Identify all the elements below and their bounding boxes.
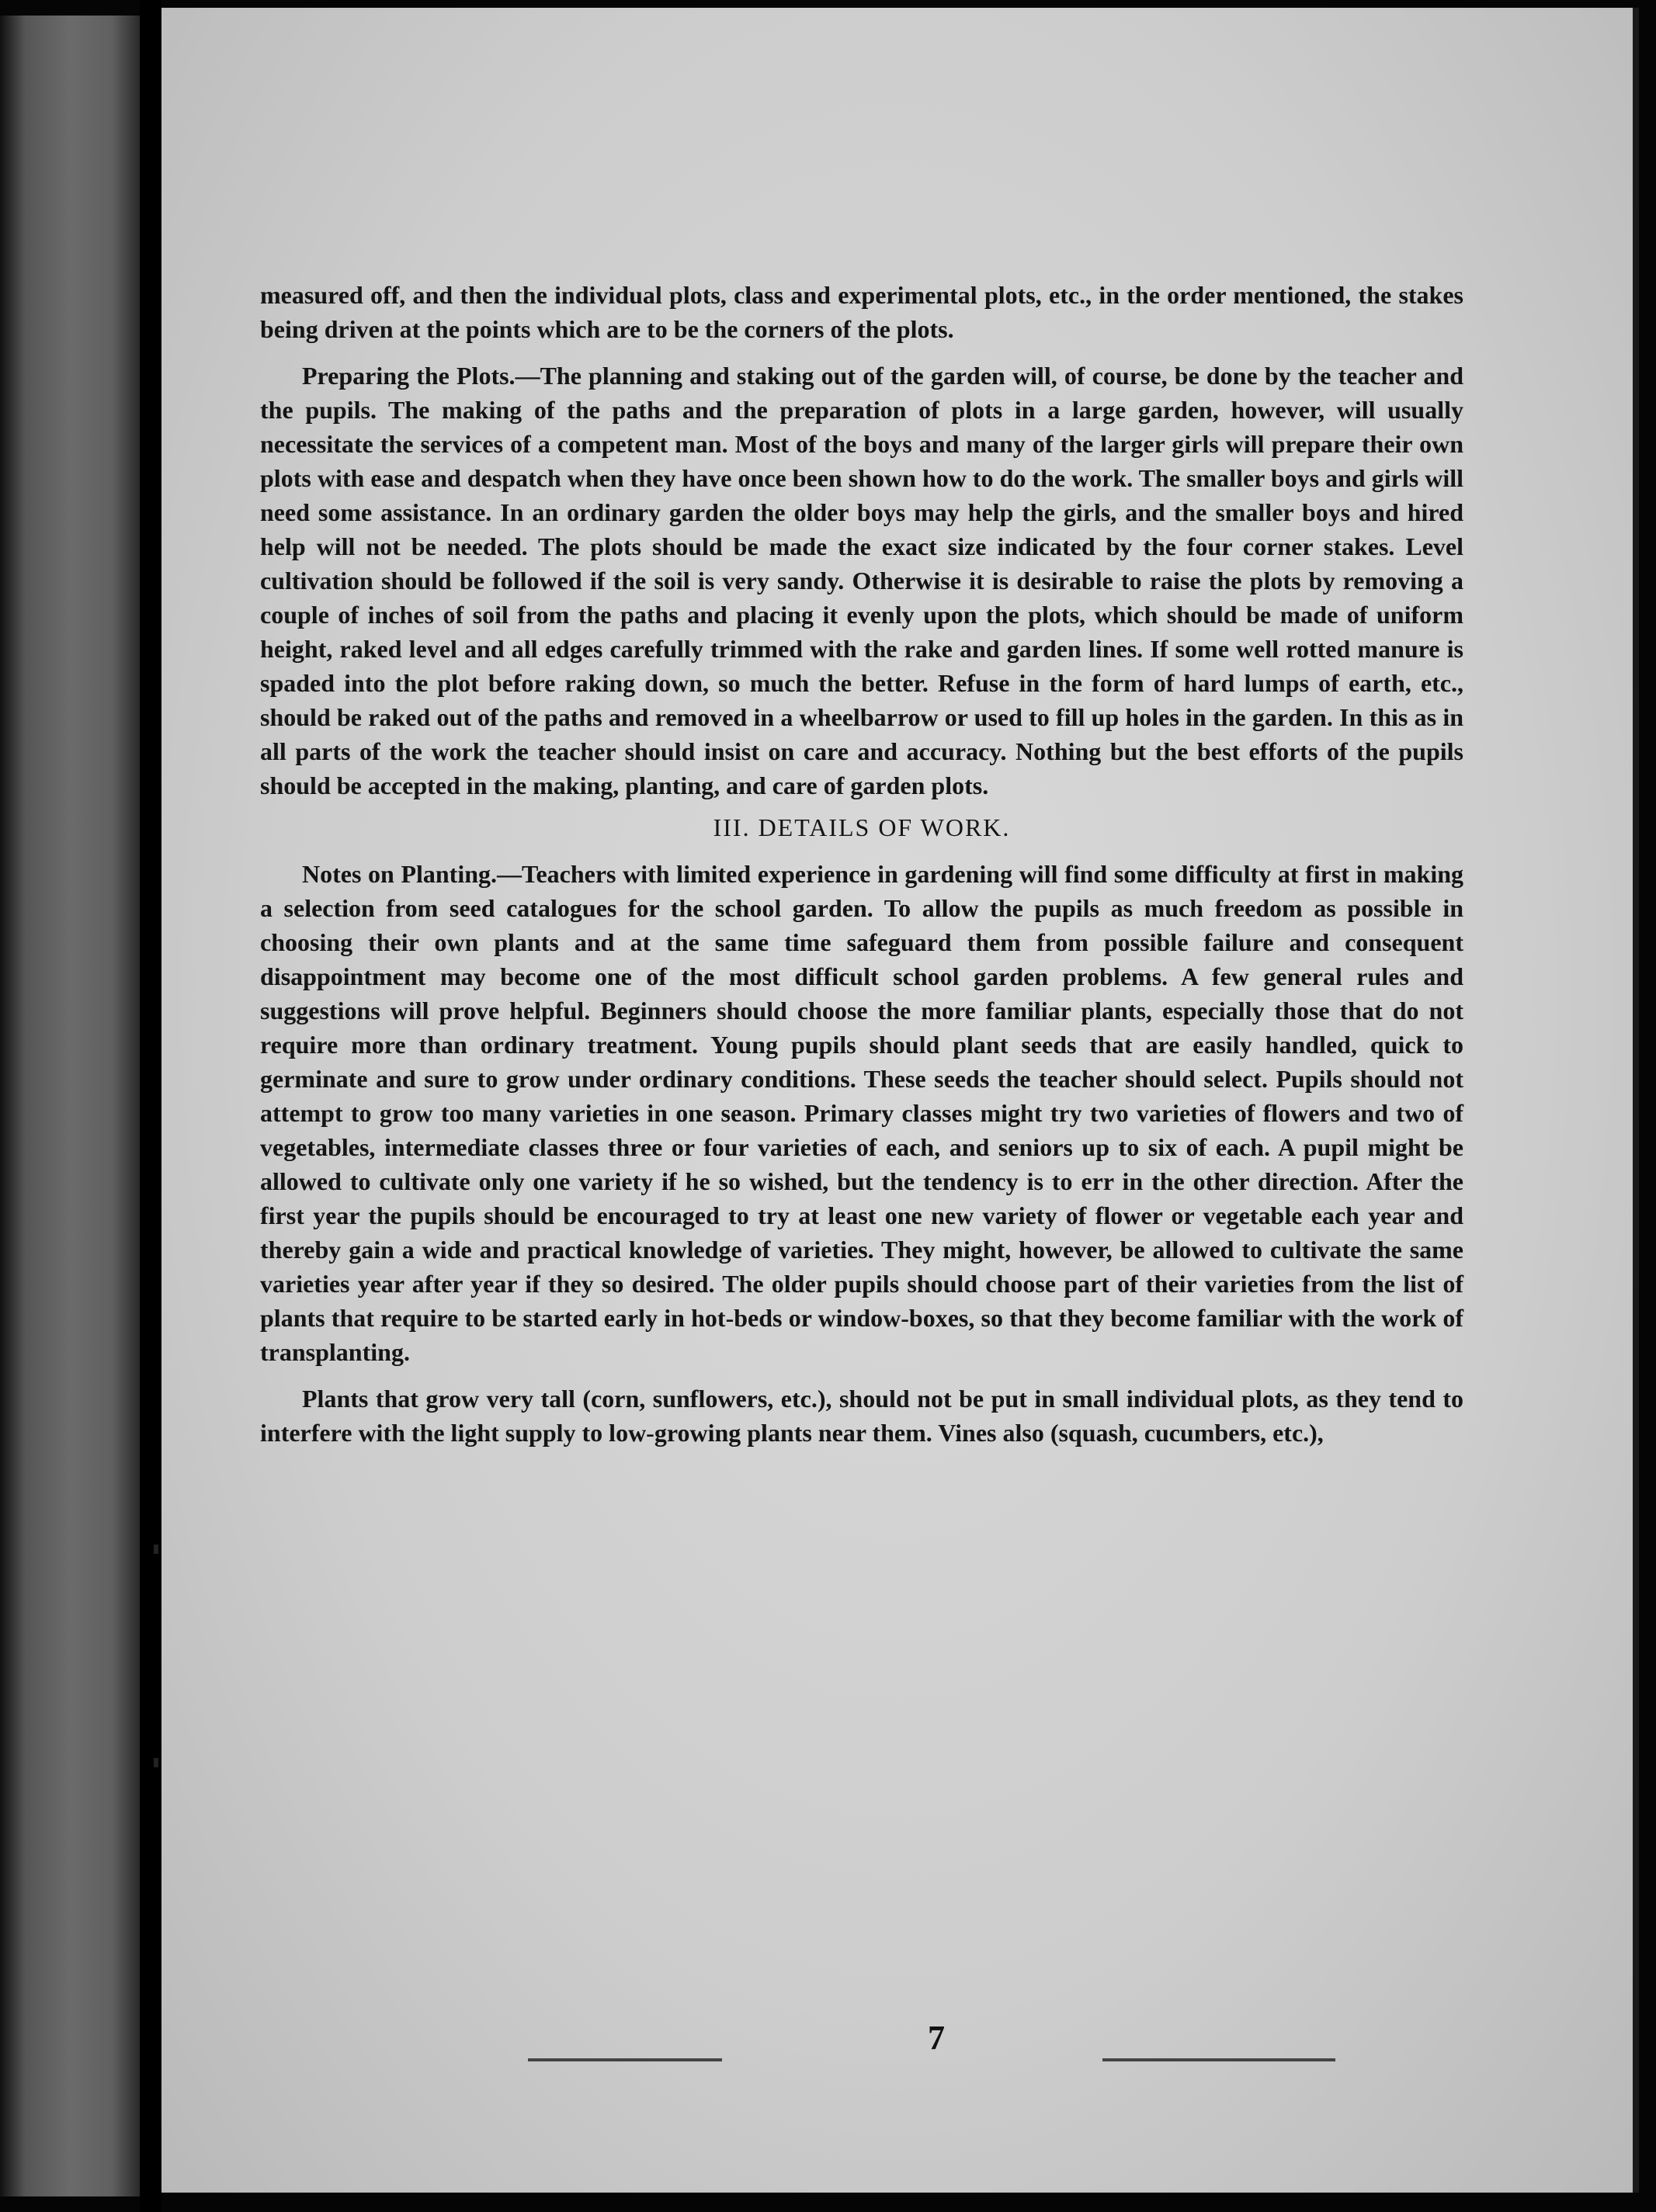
book-gutter [140, 0, 161, 2212]
scan-speck [154, 1758, 158, 1767]
paragraph-notes-on-planting: Notes on Planting.—Teachers with limited experience in gardening will find some difficulty at first in making a selection from seed catalogues for the school garden. To allow the pupils as much freedom as possible in choosing their own plants and at the same time safeguard them from possible failure and consequent disappointment may become one of the most difficult school garden problems. A few general rules and suggestions will prove helpful. Beginners should choose the more familiar plants, especially those that do not require more than ordinary treatment. Young pupils should plant seeds that are easily handled, quick to germinate and sure to grow under ordinary conditions. These seeds the teacher should select. Pupils should not attempt to grow too many varieties in one season. Primary classes might try two varieties of flowers and two of vegetables, intermediate classes three or four varieties of each, and seniors up to six of each. A pupil might be allowed to cultivate only one variety if he so wished, but the tendency is to err in the other direction. After the first year the pupils should be encouraged to try at least one new variety of flower or vegetable each year and thereby gain a wide and practical knowledge of varieties. They might, however, be allowed to cultivate the same varieties year after year if they so desired. The older pupils should choose part of their varieties from the list of plants that require to be started early in hot-beds or window-boxes, so that they become familiar with the work of transplanting. [260, 860, 1464, 1366]
paragraph-tall-plants: Plants that grow very tall (corn, sunflowers, etc.), should not be put in small individual plots, as they tend to interfere with the light supply to low-growing plants near them. Vines also (squash, cucumbers, etc.), [260, 1385, 1463, 1447]
bleed-through-mark [528, 2058, 722, 2061]
run-in-heading: Notes on Planting. [302, 860, 498, 888]
section-heading: III. DETAILS OF WORK. [713, 813, 1011, 841]
previous-page-edge [0, 16, 140, 2196]
scan-speck [154, 1545, 158, 1554]
run-in-heading: Preparing the Plots. [302, 362, 516, 390]
bleed-through-mark [1102, 2058, 1335, 2061]
paragraph-preparing-plots: Preparing the Plots.—The planning and staking out of the garden will, of course, be done by the teacher and the pupils. The making of the paths and the preparation of plots in a large garden, however, will usually necessitate the services of a competent man. Most of the boys and many of the larger girls will prepare their own plots with ease and despatch when they have once been shown how to do the work. The smaller boys and girls will need some assistance. In an ordinary garden the older boys may help the girls, and the smaller boys and hired help will not be needed. The plots should be made the exact size indicated by the four corner stakes. Level cultivation should be followed if the soil is very sandy. Otherwise it is desirable to raise the plots by removing a couple of inches of soil from the paths and placing it evenly upon the plots, which should be made of uniform height, raked level and all edges carefully trimmed with the rake and garden lines. If some well rotted manure is spaded into the plot before raking down, so much the better. Refuse in the form of hard lumps of earth, etc., should be raked out of the paths and removed in a wheelbarrow or used to fill up holes in the garden. In this as in all parts of the work the teacher should insist on care and accuracy. Nothing but the best efforts of the pupils should be accepted in the making, planting, and care of garden plots. [260, 362, 1464, 799]
page-body-text [260, 278, 1463, 1450]
paragraph-continued: measured off, and then the individual plots, class and experimental plots, etc., in the order mentioned, the stakes being driven at the points which are to be the corners of the plots. [260, 281, 1463, 343]
page-number: 7 [928, 2019, 945, 2057]
